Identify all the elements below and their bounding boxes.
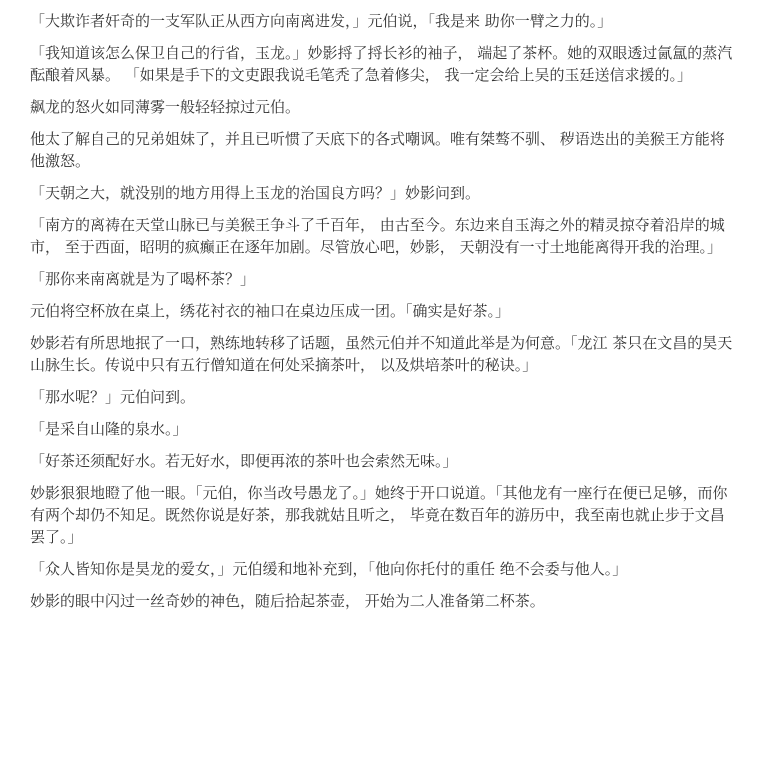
paragraph-6: 「南方的离祷在天堂山脉已与美猴王争斗了千百年， 由古至今。东边来自玉海之外的精灵掠夺着沿岸的城市， 至于西面，昭明的疯癫正在逐年加剧。尽管放心吧，妙影， 天朝没有一寸土地能离得开我的治理。」 [30,216,725,256]
paragraph-12: 「好茶还须配好水。若无好水，即便再浓的茶叶也会索然无味。」 [30,452,458,470]
paragraph-1: 「大欺诈者奸奇的一支军队正从西方向南离进发，」元伯说，「我是来 助你一臂之力的。」 [30,12,613,30]
paragraph-3: 飙龙的怒火如同薄雾一般轻轻掠过元伯。 [30,98,301,116]
paragraph-5: 「天朝之大，就没别的地方用得上玉龙的治国良方吗？」妙影问到。 [30,184,481,202]
paragraph-11: 「是采自山隆的泉水。」 [30,420,188,438]
paragraph-2: 「我知道该怎么保卫自己的行省，玉龙。」妙影捋了捋长衫的袖子， 端起了茶杯。她的双眼透过氤氲的蒸汽酝酿着风暴。 「如果是手下的文吏跟我说毛笔秃了急着修尖， 我一定会给上吴的玉廷送信求援的。」 [30,44,733,84]
paragraph-15: 妙影的眼中闪过一丝奇妙的神色，随后拾起茶壶， 开始为二人准备第二杯茶。 [30,592,545,610]
paragraph-7: 「那你来南离就是为了喝杯茶？」 [30,270,256,288]
paragraph-14: 「众人皆知你是昊龙的爱女，」元伯缓和地补充到，「他向你托付的重任 绝不会委与他人。」 [30,560,628,578]
paragraph-13: 妙影狠狠地瞪了他一眼。「元伯，你当改号愚龙了。」她终于开口说道。「其他龙有一座行在便已足够，而你有两个却仍不知足。既然你说是好茶，那我就姑且听之， 毕竟在数百年的游历中，我至南也就止步于文昌罢了。」 [30,484,728,546]
paragraph-8: 元伯将空杯放在桌上，绣花衬衣的袖口在桌边压成一团。「确实是好茶。」 [30,302,511,320]
paragraph-4: 他太了解自己的兄弟姐妹了，并且已听惯了天底下的各式嘲讽。唯有桀骜不驯、 秽语迭出的美猴王方能将他激怒。 [30,130,725,170]
paragraph-10: 「那水呢？」元伯问到。 [30,388,196,406]
paragraph-9: 妙影若有所思地抿了一口，熟练地转移了话题，虽然元伯并不知道此举是为何意。「龙江 茶只在文昌的昊天山脉生长。传说中只有五行僧知道在何处采摘茶叶， 以及烘培茶叶的秘诀。」 [30,334,733,374]
